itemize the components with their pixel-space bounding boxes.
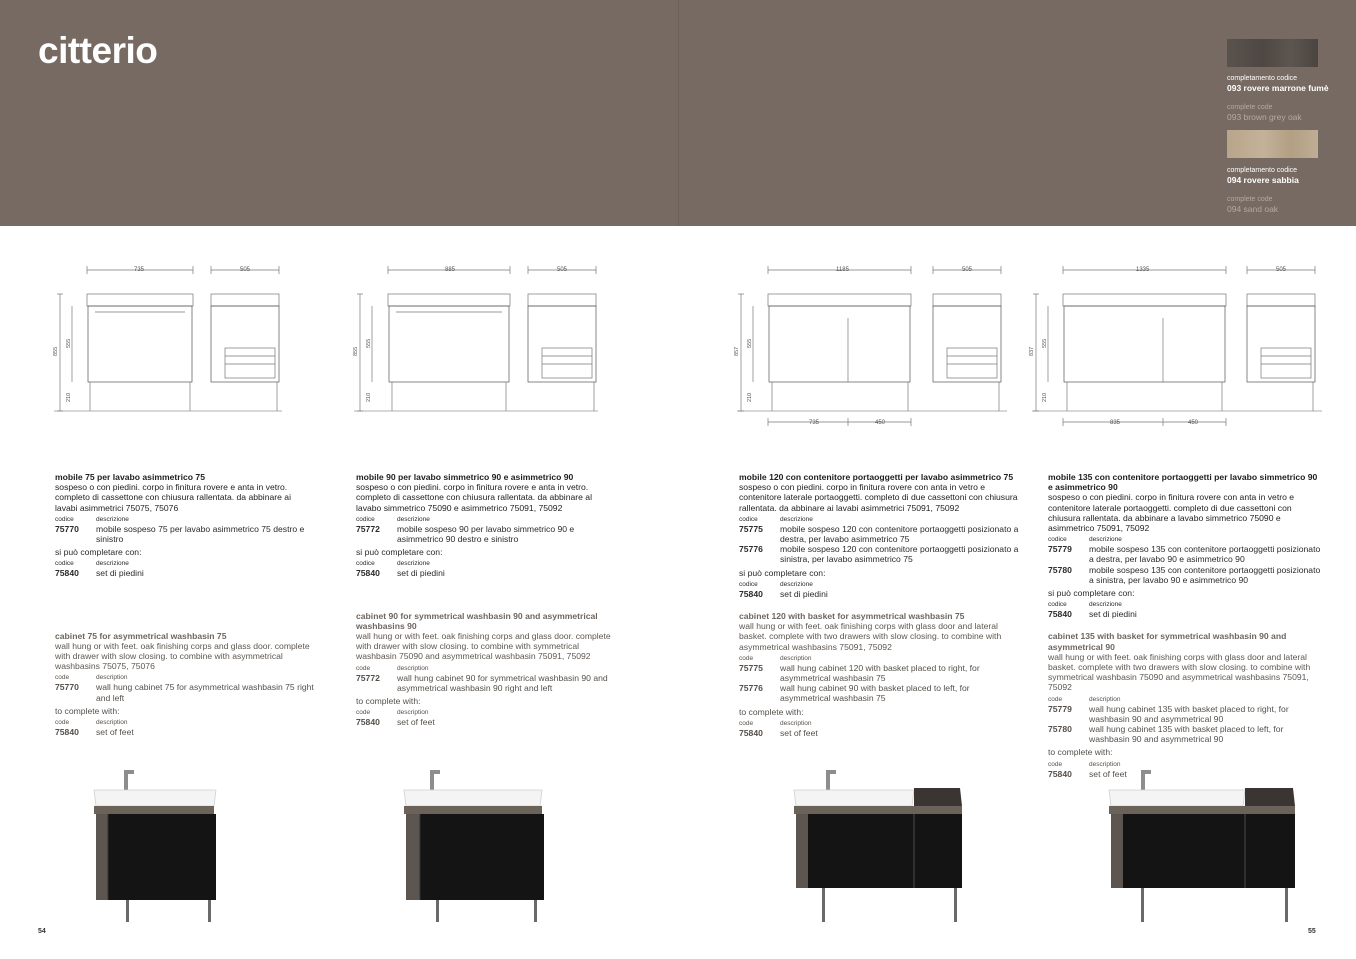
table-row: 75772 wall hung cabinet 90 for symmetrical washbasin 90 and asymmetrical washbasin 90 right and left — [356, 672, 608, 693]
technical-drawing-cabinet-90 — [350, 258, 600, 433]
product-title-en: cabinet 90 for symmetrical washbasin 90 and asymmetrical washbasins 90 — [356, 610, 598, 631]
code-table-en: code description 75775 wall hung cabinet 120 with basket placed to right, for asymmetrical washbasin 75 75776 wall hung cabinet 90 with basket placed to left, for asymmetrical washbasin 75 — [739, 655, 1019, 704]
technical-drawing-cabinet-120 — [733, 258, 1013, 433]
product-photo-cabinet-90 — [400, 760, 550, 925]
table-row: 75776 wall hung cabinet 90 with basket placed to left, for asymmetrical washbasin 75 — [739, 683, 970, 704]
complete-label-en: to complete with: — [55, 705, 120, 716]
dim-feet-height: 210 — [366, 392, 372, 402]
extras-table-en: code description 75840 set of feet — [356, 709, 618, 727]
product-photo-cabinet-135 — [1105, 760, 1300, 925]
dim-width: 1185 — [836, 267, 849, 273]
dim-height: 855 — [353, 346, 359, 356]
code-table-en: code description 75779 wall hung cabinet 135 with basket placed to right, for washbasin 90 and asymmetrical 90 75780 wall hung cabinet 135 with basket placed to left, for washbasin 90 and asymmetrical 90 — [1048, 696, 1324, 745]
table-row: 75770 wall hung cabinet 75 for asymmetrical washbasin 75 right and left — [55, 682, 314, 703]
finish-label-en-093: complete code 093 brown grey oak — [1227, 104, 1302, 122]
dim-cabinet-height: 555 — [1042, 338, 1048, 348]
table-row: 75779 wall hung cabinet 135 with basket placed to right, for washbasin 90 and asymmetrical 90 — [1048, 703, 1289, 724]
dim-height: 855 — [53, 346, 59, 356]
dim-height: 837 — [1029, 346, 1035, 356]
product-desc-en: wall hung or with feet. oak finishing corps with glass door and lateral basket. complete with two drawers with slow closing. to combine with asymmetrical washbasins 75091, 75092 — [739, 621, 1002, 652]
table-row: 75780 wall hung cabinet 135 with basket placed to left, for washbasin 90 and asymmetrical 90 — [1048, 724, 1284, 745]
extras-table-en: code description 75840 set of feet — [55, 719, 315, 737]
finish-label-it-093: completamento codice 093 rovere marrone fumè — [1227, 75, 1329, 93]
dim-feet-height: 210 — [747, 392, 753, 402]
code-table-it: codice descrizione 75772 mobile sospeso 90 per lavabo simmetrico 90 e asimmetrico 90 destro e sinistro — [356, 516, 618, 544]
product-desc-en: wall hung or with feet. oak finishing corps and glass door. complete with drawer with slow closing. to combine with asymmetrical washbasins 75075, 75076 — [55, 640, 310, 672]
finish-swatch-sand-oak — [1227, 130, 1318, 158]
product-desc-it: sospeso o con piedini. corpo in finitura rovere e anta in vetro. completo di cassettone con chiusura rallentata. da abbinare ai lavabi asimmetrici 75075, 75076 — [55, 482, 291, 513]
desc-header: descrizione — [96, 515, 129, 523]
code-table-en: code description 75772 wall hung cabinet 90 for symmetrical washbasin 90 and asymmetrical washbasin 90 right and left — [356, 665, 618, 693]
product-photo-cabinet-75 — [88, 760, 223, 925]
technical-drawing-cabinet-75 — [50, 258, 290, 433]
dim-depth: 505 — [962, 267, 973, 273]
table-row: 75840 set di piedini — [356, 568, 445, 579]
code-table-it: codice descrizione 75775 mobile sospeso 120 con contenitore portaoggetti posizionato a destra, per lavabo asimmetrico 75 75776 mobile sospeso 120 con contenitore portaoggetti posizionato a sinistra, per lavabo asimmetrico 75 — [739, 515, 1019, 565]
product-title-en: cabinet 75 for asymmetrical washbasin 75 — [55, 630, 227, 641]
table-row: 75772 mobile sospeso 90 per lavabo simmetrico 90 e asimmetrico 90 destro e sinistro — [356, 523, 575, 545]
product-desc-it: sospeso o con piedini. corpo in finitura rovere e anta in vetro. completo di cassettone con chiusura rallentata. da abbinare al lavabo simmetrico 75090 e asimmetrico 75091, 75092 — [356, 482, 592, 513]
dim-depth: 505 — [557, 267, 568, 273]
product-desc-en: wall hung or with feet. oak finishing corps and glass door. complete with drawer with slow closing. to combine with symmetrical washbasin 75090 and asymmetrical washbasin 75091, 75092 — [356, 631, 611, 662]
product-desc-it: sospeso o con piedini. corpo in finitura rovere con anta in vetro e contenitore laterale portaoggetti. completo di due cassettoni con chiusura rallentata. da abbinare ai lavabi asimmetrici 75091, 75092 — [739, 482, 1018, 513]
product-column-cabinet-90 — [356, 472, 618, 727]
dim-depth: 505 — [1276, 267, 1287, 273]
finish-label-it-094: completamento codice 094 rovere sabbia — [1227, 167, 1299, 185]
product-title-it: mobile 90 per lavabo simmetrico 90 e asimmetrico 90 — [356, 472, 574, 482]
brand-logo: citterio — [38, 30, 158, 71]
product-title-it: mobile 75 per lavabo asimmetrico 75 — [55, 472, 205, 482]
product-title-it: mobile 135 con contenitore portaoggetti per lavabo simmetrico 90 e asimmetrico 90 — [1048, 472, 1318, 493]
code-header: codice — [55, 515, 74, 523]
table-row: 75776 mobile sospeso 120 con contenitore portaoggetti posizionato a sinistra, per lavabo asimmetrico 75 — [739, 544, 1019, 565]
product-desc-it: sospeso o con piedini. corpo in finitura rovere con anta in vetro e contenitore laterale portaoggetti. completo di due cassettoni con chiusura rallentata. da abbinare a lavabo simmetrico 75090 e asimmetrico 75091, 75092 — [1048, 492, 1295, 534]
table-row: 75840 set di piedini — [1048, 609, 1137, 620]
table-row: 75770 mobile sospeso 75 per lavabo asimmetrico 75 destro e sinistro — [55, 523, 305, 545]
table-row: 75840 set of feet — [55, 727, 134, 738]
dim-cabinet-height: 555 — [66, 338, 72, 348]
complete-label-en: to complete with: — [356, 696, 421, 707]
dim-basket-width: 450 — [1188, 420, 1199, 426]
table-row: 75840 set di piedini — [739, 588, 828, 599]
complete-label-it: si può completare con: — [739, 567, 826, 578]
dim-width: 735 — [134, 267, 145, 273]
dim-width: 885 — [445, 267, 456, 273]
table-row: 75775 mobile sospeso 120 con contenitore portaoggetti posizionato a destra, per lavabo asimmetrico 75 — [739, 523, 1019, 545]
product-column-cabinet-135 — [1048, 472, 1324, 779]
code-table-en: code description 75770 wall hung cabinet 75 for asymmetrical washbasin 75 right and left — [55, 674, 314, 703]
page-spine — [678, 0, 679, 226]
dim-height: 857 — [734, 346, 740, 356]
product-title-it: mobile 120 con contenitore portaoggetti per lavabo asimmetrico 75 — [739, 472, 1014, 482]
finish-swatch-brown-grey-oak — [1227, 39, 1318, 67]
dim-width: 1335 — [1136, 267, 1150, 273]
dim-feet-height: 210 — [66, 392, 72, 402]
code-table-it: codice descrizione 75779 mobile sospeso 135 con contenitore portaoggetti posizionato a destra, per lavabo 90 e asimmetrico 90 75780 mobile sospeso 135 con contenitore portaoggetti posizionato a sinistra, per lavabo 90 e asimmetrico 90 — [1048, 536, 1324, 585]
product-column-cabinet-75 — [55, 472, 315, 737]
table-row: 75780 mobile sospeso 135 con contenitore portaoggetti posizionato a sinistra, per lavabo 90 e asimmetrico 90 — [1048, 564, 1321, 585]
dim-cabinet-height: 555 — [747, 338, 753, 348]
dim-basin-width: 835 — [1110, 420, 1121, 426]
product-title-en: cabinet 135 with basket for symmetrical washbasin 90 and asymmetrical 90 — [1048, 631, 1287, 652]
technical-drawing-cabinet-135 — [1028, 258, 1326, 433]
complete-label-en: to complete with: — [739, 706, 804, 717]
dim-cabinet-height: 555 — [366, 338, 372, 348]
table-row: 75840 set of feet — [739, 727, 818, 738]
complete-label-it: si può completare con: — [1048, 588, 1135, 599]
table-row: 75775 wall hung cabinet 120 with basket placed to right, for asymmetrical washbasin 75 — [739, 662, 980, 684]
page-number-right: 55 — [1308, 928, 1316, 935]
extras-table-en: code description 75840 set of feet — [739, 720, 1019, 738]
dim-basin-width: 735 — [809, 420, 820, 426]
product-photo-cabinet-120 — [790, 760, 965, 925]
product-desc-en: wall hung or with feet. oak finishing corps with glass door and lateral basket. complete with two drawers with slow closing. to combine with symmetrical washbasin 75090 and asymmetrical washbasins 75091, 75092 — [1048, 651, 1311, 693]
complete-label-it: si può completare con: — [55, 547, 142, 558]
extras-table-it: codice descrizione 75840 set di piedini — [356, 560, 618, 578]
extras-table-it: codice descrizione 75840 set di piedini — [1048, 601, 1324, 619]
table-row: 75840 set of feet — [1048, 768, 1127, 779]
extras-table-it: codice descrizione 75840 set di piedini — [55, 560, 315, 578]
table-row: 75779 mobile sospeso 135 con contenitore portaoggetti posizionato a destra, per lavabo 90 e asimmetrico 90 — [1048, 544, 1321, 565]
extras-table-en: code description 75840 set of feet — [1048, 761, 1324, 779]
product-title-en: cabinet 120 with basket for asymmetrical washbasin 75 — [739, 611, 965, 622]
extras-table-it: codice descrizione 75840 set di piedini — [739, 581, 1019, 599]
dim-depth: 505 — [240, 267, 251, 273]
finish-label-en-094: complete code 094 sand oak — [1227, 196, 1279, 214]
complete-label-en: to complete with: — [1048, 747, 1113, 758]
dim-feet-height: 210 — [1042, 392, 1048, 402]
complete-label-it: si può completare con: — [356, 547, 443, 558]
product-column-cabinet-120 — [739, 472, 1019, 738]
table-row: 75840 set di piedini — [55, 568, 144, 579]
page-number-left: 54 — [38, 928, 46, 935]
table-row: 75840 set of feet — [356, 717, 435, 728]
dim-basket-width: 450 — [875, 420, 886, 426]
code-table-it — [55, 516, 315, 544]
